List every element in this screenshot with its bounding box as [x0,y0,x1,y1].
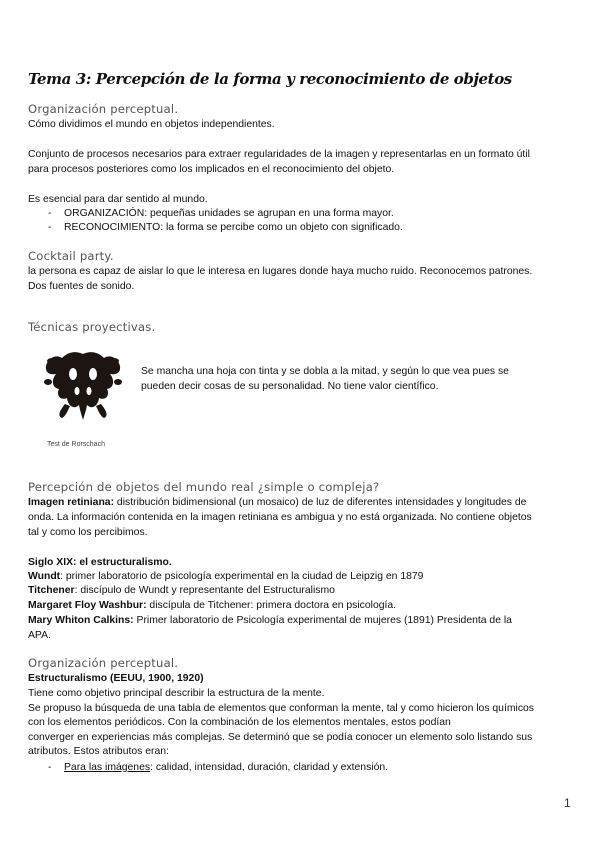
person-name: Mary Whiton Calkins: [28,615,134,626]
paragraph-line: atributos. Estos atributos eran: [28,746,169,757]
list-item-label: Para las imágenes [64,762,151,773]
image-caption: Test de Rorschach [47,441,105,448]
person-description: Primer laboratorio de Psicología experimental de mujeres (1891) Presidenta de la [133,615,512,626]
section-heading-percepcion: Percepción de objetos del mundo real ¿simple o compleja? [28,480,380,494]
paragraph-line [28,570,423,583]
paragraph-line: Cómo dividimos el mundo en objetos independientes. [28,119,275,130]
paragraph-line [28,599,396,612]
list-item [48,761,388,774]
paragraph-line: tal y como los percibimos. [28,527,148,538]
section-heading-proyectivas: Técnicas proyectivas. [28,320,156,334]
list-item [48,221,403,234]
paragraph-line: Se propuso la búsqueda de una tabla de elementos que conforman la mente, tal y como hicieron los químicos [28,703,534,714]
person-description: : discípulo de Wundt y representante del Estructuralismo [74,585,335,596]
paragraph-line: para procesos posteriores como los implicados en el reconocimiento del objeto. [28,164,395,175]
paragraph-line [28,614,512,627]
subheading: Estructuralismo (EEUU, 1900, 1920) [28,673,204,684]
paragraph-line: Dos fuentes de sonido. [28,281,135,292]
paragraph-line: Se mancha una hoja con tinta y se dobla a la mitad, y según lo que vea pues se [141,366,509,377]
paragraph-line: APA. [28,630,51,641]
list-item-text: : calidad, intensidad, duración, claridad y extensión. [150,762,389,773]
bullet-dash: - [48,222,52,233]
subheading: Siglo XIX: el estructuralismo. [28,557,172,568]
rorschach-inkblot-image [40,344,126,424]
paragraph-line: converger en experiencias más complejas. Se determinó que se podía conocer un elemento solo listando sus [28,732,533,743]
person-name: Wundt [28,571,61,582]
bullet-dash: - [48,208,52,219]
section-heading-cocktail: Cocktail party. [28,249,114,263]
paragraph-line: la persona es capaz de aislar lo que le interesa en lugares donde haya mucho ruido. Reconocemos patrones. [28,266,533,277]
paragraph-line: con los elementos periódicos. Con la combinación de los elementos mentales, estos podían [28,717,451,728]
paragraph-line [28,584,335,597]
page-number: 1 [564,796,571,810]
term-definition: distribución bidimensional (un mosaico) de luz de diferentes intensidades y longitudes de [114,497,527,508]
paragraph-line: Tiene como objetivo principal describir la estructura de la mente. [28,688,325,699]
paragraph-line: Es esencial para dar sentido al mundo. [28,194,208,205]
person-name: Titchener [28,585,75,596]
list-item [48,207,394,220]
person-description: : primer laboratorio de psicología experimental en la ciudad de Leipzig en 1879 [60,571,424,582]
section-heading-organizacion: Organización perceptual. [28,102,179,116]
list-item-text: RECONOCIMIENTO: la forma se percibe como un objeto con significado. [64,222,403,233]
page-title: Tema 3: Percepción de la forma y reconocimiento de objetos [28,70,512,88]
paragraph-line: onda. La información contenida en la imagen retiniana es ambigua y no está organizada. No contiene objetos [28,512,532,523]
paragraph-line: pueden decir cosas de su personalidad. No tiene valor científico. [141,381,439,392]
list-item-text: ORGANIZACIÓN: pequeñas unidades se agrupan en una forma mayor. [64,208,394,219]
paragraph-line [28,496,526,509]
bullet-dash: - [48,762,52,773]
section-heading-organizacion-2: Organización perceptual. [28,656,179,670]
person-name: Margaret Floy Washbur: [28,600,147,611]
person-description: discípula de Titchener: primera doctora en psicología. [146,600,397,611]
term-label: Imagen retiniana: [28,497,115,508]
paragraph-line: Conjunto de procesos necesarios para extraer regularidades de la imagen y representarlas en un formato útil [28,149,530,160]
